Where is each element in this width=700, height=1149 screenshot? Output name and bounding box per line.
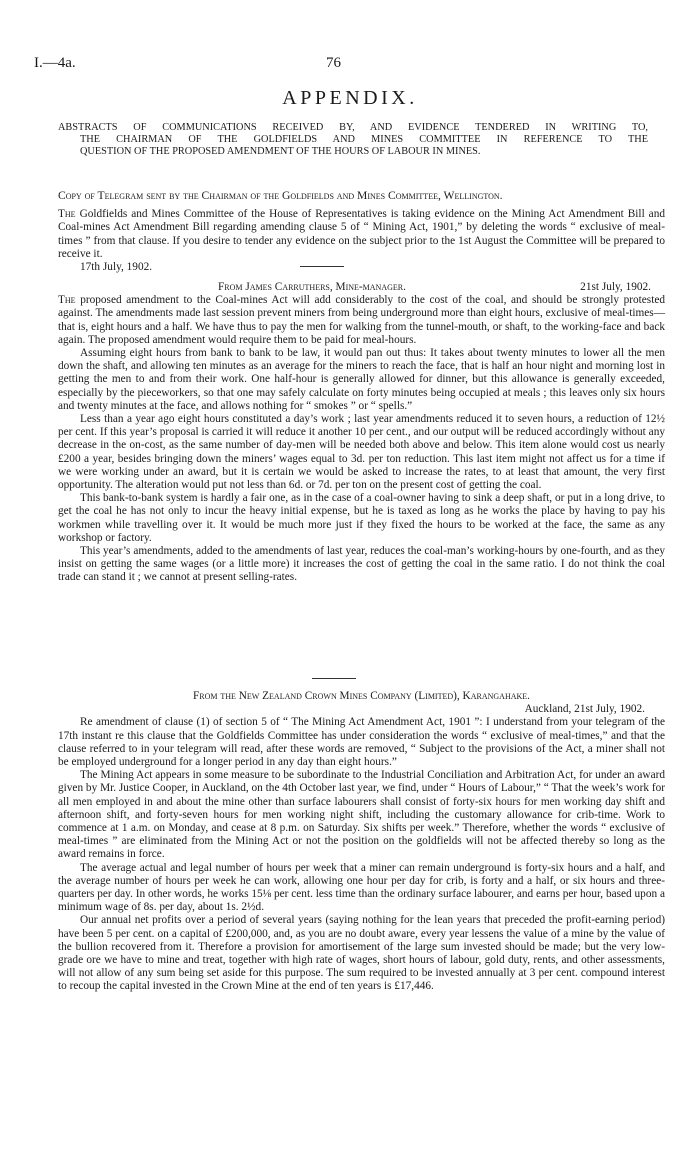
carruthers-section bbox=[58, 281, 665, 585]
crown-paragraph-1: Re amendment of clause (1) of section 5 of “ The Mining Act Amendment Act, 1901 ”: I understand from your telegram of the 17th instant re this clause that the Goldfields Committee has under consideration the words “ exclusive of meal-times,” and that the clause referred to in your telegram will read, after these words are removed, “ Subject to the provisions of the Act, a miner shall not be employed underground for a longer period in any day than eight hours.” bbox=[58, 716, 665, 769]
telegram-heading-text: Copy of Telegram sent by the Chairman of the Goldfields and Mines Committee, Wellington. bbox=[58, 189, 503, 202]
carruthers-p1-text: proposed amendment to the Coal-mines Act will add considerably to the cost of the coal, and should be strongly protested against. The amendments made last session prevent miners from being underground more than eight hours, exclusive of meal-times—that is, eight hours and a half. We have thus to pay the men for walking from the tunnel-mouth, or shaft, to the working-face and back again. The proposed amendment would require them to be paid for meal-hours. bbox=[58, 294, 665, 346]
telegram-heading bbox=[58, 189, 665, 202]
crown-place-date: Auckland, 21st July, 1902. bbox=[524, 703, 645, 716]
divider-rule bbox=[300, 266, 344, 267]
carruthers-paragraph-4: This bank-to-bank system is hardly a fair one, as in the case of a coal-owner having to sink a deep shaft, or put in a long drive, to get the coal he has not only to incur the heavy initial expense, but he is taxed as long as he works the place by having to pay his workmen while travelling over it. It would be much more just if they fixed the hours to be worked at the face, the same as any workshop or factory. bbox=[58, 492, 665, 544]
telegram-text bbox=[58, 208, 665, 261]
page-number: 76 bbox=[326, 55, 341, 71]
appendix-title: APPENDIX. bbox=[282, 87, 418, 109]
carruthers-date: 21st July, 1902. bbox=[580, 281, 651, 293]
abstract-line-3: QUESTION OF THE PROPOSED AMENDMENT OF THE HOURS OF LABOUR IN MINES. bbox=[80, 146, 481, 157]
carruthers-paragraph-3: Less than a year ago eight hours constituted a day’s work ; last year amendments reduced it to seven hours, a reduction of 12½ per cent. If this year’s proposal is carried it will reduce it another 10 per cent., and our output will be reduced accordingly without any decrease in the on-cost, as the same number of day-men will be needed both above and below. This item alone would cost us nearly £200 a year, besides bringing down the miners’ wages equal to 3d. per ton reduction. This last item might not affect us for a time if we were working under an award, but it is certain we would be asked to increase the rates, to at least that amount, the very first opportunity. The alteration would put not less than 6d. or 7d. per ton on the present cost of getting the coal. bbox=[58, 413, 665, 492]
carruthers-paragraph-5: This year’s amendments, added to the amendments of last year, reduces the coal-man’s working-hours by one-fourth, and as they insist on getting the same wages (or a little more) it increases the cost of getting the coal in the same ratio. I do not think the coal trade can stand it ; we cannot at present selling-rates. bbox=[58, 545, 665, 584]
crown-paragraph-4: Our annual net profits over a period of several years (saying nothing for the lean years that preceded the profit-earning period) have been 5 per cent. on a capital of £200,000, and, as you are no doubt aware, every year lessens the value of a mine by the value of the bullion recovered from it. Therefore a provision for amortisement of the large sum invested should be made; but the very low-grade ore we have to mine and treat, together with high rate of wages, short hours of labour, gold duty, rents, and other assessments, will not allow of any sum being set aside for this purpose. The sum required to be invested annually at 3 per cent. compound interest to recoup the capital invested in the Crown Mine at the end of ten years is £17,446. bbox=[58, 914, 665, 993]
crown-paragraph-2: The Mining Act appears in some measure to be subordinate to the Industrial Conciliation and Arbitration Act, for under an award given by Mr. Justice Cooper, in Auckland, on the 4th October last year, we find, under “ Hours of Labour,” “ That the week’s work for all men employed in and about the mine other than surface labourers shall consist of forty-six hours for men working day shift and afternoon shift, and forty-seven hours for men working night shift, including the customary allowance for crib-time. Work to commence at 1 a.m. on Monday, and cease at 8 p.m. on Saturday. Six shifts per week.” Therefore, whether the words “ exclusive of meal-times ” are eliminated from the Mining Act or not the position on the goldfields will not be affected thereby so long as the award remains in force. bbox=[58, 769, 665, 861]
telegram-lead: The bbox=[58, 208, 76, 221]
crown-paragraph-3: The average actual and legal number of hours per week that a miner can remain underground is forty-six hours and a half, and the average number of hours per week he can work, allowing one hour per day for crib, is forty and a half, or six hours and three-quarters per day. In other words, he works 15⅛ per cent. less time than the ordinary surface labourer, and earns per hour, based upon a minimum wage of 8s. per day, about 1s. 2½d. bbox=[58, 861, 665, 914]
carruthers-byline bbox=[58, 281, 665, 294]
carruthers-paragraph-1 bbox=[58, 294, 665, 347]
divider-rule bbox=[312, 678, 356, 679]
telegram-body: Goldfields and Mines Committee of the House of Representatives is taking evidence on the Mining Act Amendment Bill and Coal-mines Act Amendment Bill regarding amending clause 5 of “ Mining Act, 1901,” by deleting the words “ exclusive of meal-times ” from that clause. If you desire to tender any evidence on the subject prior to the 1st August the Committee will be prepared to receive it. bbox=[58, 208, 665, 260]
carruthers-paragraph-2: Assuming eight hours from bank to bank to be law, it would pan out thus: It takes about twenty minutes to lower all the men down the shaft, and allowing ten minutes as an average for the miners to reach the face, that is half an hour night and morning lost in getting the men to and from their work. One half-hour is generally allowed for dinner, but this allowance is generally exceeded, especially by the pieceworkers, so that one may safely calculate on forty minutes being occupied at meals ; this leaves only six hours and twenty minutes at the face, and allows nothing for “ smokes ” or “ spells.” bbox=[58, 347, 665, 412]
carruthers-from: From James Carruthers, Mine-manager. bbox=[218, 281, 406, 293]
crown-from: From the New Zealand Crown Mines Company (Limited), Karangahake. bbox=[193, 690, 530, 702]
abstract-heading bbox=[58, 122, 648, 158]
telegram-section bbox=[58, 189, 665, 274]
document-reference: I.—4a. bbox=[34, 55, 76, 71]
abstract-line-2: THE CHAIRMAN OF THE GOLDFIELDS AND MINES COMMITTEE IN REFERENCE TO THE bbox=[80, 134, 648, 145]
carruthers-lead: The bbox=[58, 294, 76, 307]
crown-mines-section bbox=[58, 690, 665, 994]
abstract-line-1: ABSTRACTS OF COMMUNICATIONS RECEIVED BY, AND EVIDENCE TENDERED IN WRITING TO, bbox=[58, 122, 648, 133]
telegram-date: 17th July, 1902. bbox=[80, 261, 153, 274]
